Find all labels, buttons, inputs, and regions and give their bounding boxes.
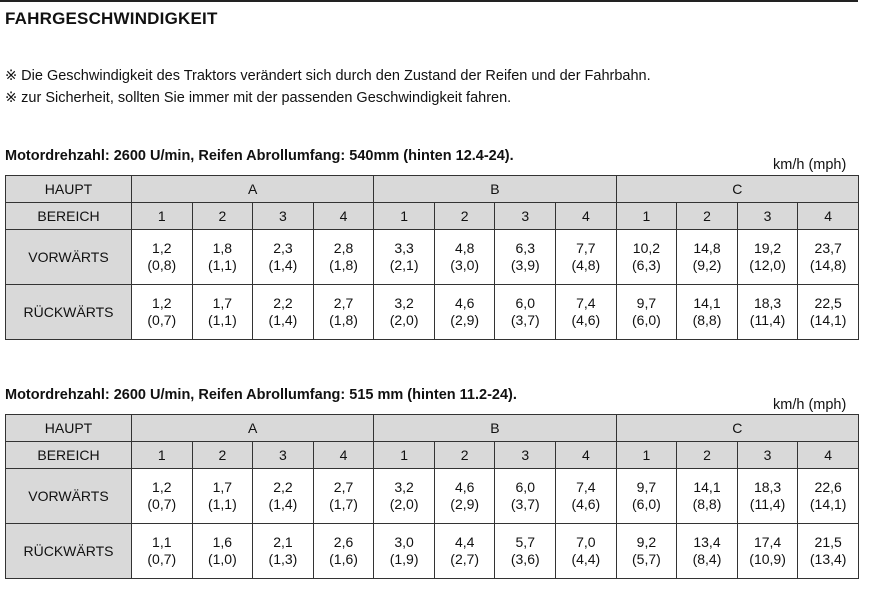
speed-kmh: 18,3 [753, 479, 782, 495]
speed-cell [434, 230, 495, 285]
speed-cell [253, 285, 314, 340]
speed-kmh: 2,2 [273, 479, 293, 495]
speed-cell [677, 230, 738, 285]
speed-kmh: 1,2 [152, 295, 172, 311]
speed-mph: (1,1) [207, 496, 237, 512]
speed-cell [616, 230, 677, 285]
group-header: C [616, 415, 858, 442]
page-title: FAHRGESCHWINDIGKEIT [5, 9, 218, 28]
speed-kmh: 22,6 [814, 479, 842, 495]
speed-mph: (1,6) [329, 551, 358, 567]
speed-cell [132, 285, 193, 340]
speed-mph: (3,0) [450, 257, 480, 273]
speed-cell [313, 230, 374, 285]
speed-kmh: 10,2 [632, 240, 661, 256]
bereich-label: BEREICH [6, 203, 132, 230]
speed-kmh: 1,2 [152, 240, 172, 256]
gear-header: 4 [313, 203, 374, 230]
speed-kmh: 22,5 [814, 295, 842, 311]
gear-header: 4 [798, 442, 859, 469]
speed-mph: (0,7) [147, 551, 177, 567]
speed-cell [132, 230, 193, 285]
speed-cell [556, 230, 617, 285]
speed-kmh: 1,8 [212, 240, 233, 256]
speed-mph: (0,7) [147, 496, 177, 512]
speed-mph: (0,7) [147, 312, 177, 328]
speed-mph: (2,7) [450, 551, 480, 567]
gear-header: 3 [737, 442, 798, 469]
speed-kmh: 6,3 [515, 240, 535, 256]
speed-cell [192, 230, 253, 285]
speed-cell [495, 524, 556, 579]
speed-kmh: 7,0 [576, 534, 596, 550]
speed-mph: (8,8) [692, 496, 722, 512]
speed-kmh: 23,7 [814, 240, 842, 256]
gear-header: 1 [616, 203, 677, 230]
gear-header: 1 [374, 442, 435, 469]
speed-mph: (4,6) [571, 312, 601, 328]
speed-kmh: 21,5 [814, 534, 842, 550]
speed-kmh: 2,6 [333, 534, 354, 550]
gear-header: 4 [313, 442, 374, 469]
speed-cell [192, 524, 253, 579]
speed-row [6, 285, 859, 340]
speed-cell [677, 285, 738, 340]
speed-kmh: 14,8 [693, 240, 721, 256]
speed-mph: (6,3) [632, 257, 661, 273]
speed-cell [132, 524, 193, 579]
direction-label: RÜCKWÄRTS [6, 524, 132, 579]
speed-cell [556, 285, 617, 340]
speed-cell [495, 285, 556, 340]
speed-kmh: 4,6 [454, 295, 475, 311]
speed-kmh: 9,2 [636, 534, 657, 550]
speed-mph: (4,4) [571, 551, 601, 567]
speed-mph: (6,0) [632, 312, 661, 328]
gear-header: 4 [556, 203, 617, 230]
speed-cell [616, 524, 677, 579]
speed-cell [495, 469, 556, 524]
speed-cell [253, 469, 314, 524]
speed-cell [253, 524, 314, 579]
speed-kmh: 4,4 [454, 534, 475, 550]
speed-mph: (3,7) [510, 312, 540, 328]
speed-cell [192, 285, 253, 340]
speed-mph: (1,1) [207, 312, 237, 328]
speed-kmh: 2,3 [273, 240, 293, 256]
haupt-row [6, 415, 859, 442]
gear-header: 1 [132, 203, 193, 230]
speed-mph: (1,4) [268, 312, 298, 328]
haupt-label: HAUPT [6, 176, 132, 203]
speed-mph: (14,1) [809, 312, 847, 328]
speed-kmh: 4,8 [454, 240, 475, 256]
speed-kmh: 9,7 [636, 479, 657, 495]
speed-mph: (4,6) [571, 496, 601, 512]
speed-row [6, 524, 859, 579]
speed-mph: (1,8) [329, 257, 358, 273]
speed-cell [737, 230, 798, 285]
bereich-row [6, 442, 859, 469]
gear-header: 3 [253, 442, 314, 469]
speed-cell [374, 524, 435, 579]
note-tire-condition: ※ Die Geschwindigkeit des Traktors verändert sich durch den Zustand der Reifen und der Fahrbahn. [5, 68, 651, 84]
speed-kmh: 1,2 [152, 479, 172, 495]
haupt-row [6, 176, 859, 203]
speed-cell [313, 285, 374, 340]
speed-kmh: 7,7 [576, 240, 596, 256]
speed-mph: (2,0) [389, 312, 419, 328]
gear-header: 2 [192, 203, 253, 230]
speed-kmh: 4,6 [454, 479, 475, 495]
speed-mph: (9,2) [692, 257, 722, 273]
speed-kmh: 1,7 [212, 479, 233, 495]
speed-cell [434, 469, 495, 524]
speed-cell [313, 469, 374, 524]
speed-kmh: 5,7 [515, 534, 535, 550]
speed-mph: (13,4) [809, 551, 847, 567]
speed-kmh: 2,1 [273, 534, 293, 550]
speed-mph: (1,8) [329, 312, 358, 328]
speed-kmh: 3,2 [394, 295, 414, 311]
speed-cell [616, 469, 677, 524]
speed-mph: (3,9) [510, 257, 540, 273]
speed-cell [556, 469, 617, 524]
speed-kmh: 3,2 [394, 479, 414, 495]
gear-header: 2 [677, 203, 738, 230]
speed-cell [253, 230, 314, 285]
gear-header: 3 [495, 203, 556, 230]
gear-header: 2 [434, 203, 495, 230]
speed-mph: (3,7) [510, 496, 540, 512]
speed-mph: (10,9) [749, 551, 786, 567]
speed-kmh: 2,8 [333, 240, 354, 256]
speed-cell [798, 524, 859, 579]
group-header: B [374, 176, 616, 203]
gear-header: 2 [192, 442, 253, 469]
speed-kmh: 1,1 [152, 534, 172, 550]
speed-mph: (12,0) [749, 257, 786, 273]
direction-label: VORWÄRTS [6, 469, 132, 524]
speed-cell [737, 285, 798, 340]
speed-kmh: 6,0 [515, 295, 535, 311]
speed-kmh: 2,2 [273, 295, 293, 311]
speed-mph: (2,9) [450, 312, 480, 328]
speed-mph: (1,4) [268, 257, 298, 273]
speed-mph: (8,4) [692, 551, 722, 567]
speed-mph: (11,4) [749, 312, 786, 328]
gear-header: 4 [798, 203, 859, 230]
speed-cell [677, 469, 738, 524]
speed-kmh: 1,6 [212, 534, 233, 550]
bereich-label: BEREICH [6, 442, 132, 469]
speed-kmh: 14,1 [693, 295, 721, 311]
speed-kmh: 1,7 [212, 295, 233, 311]
table-2-heading: Motordrehzahl: 2600 U/min, Reifen Abrollumfang: 515 mm (hinten 11.2-24). [5, 387, 517, 403]
table-1-unit-label: km/h (mph) [773, 157, 847, 173]
speed-cell [313, 524, 374, 579]
speed-table-515mm [5, 414, 859, 579]
speed-cell [677, 524, 738, 579]
speed-cell [434, 524, 495, 579]
speed-kmh: 6,0 [515, 479, 535, 495]
speed-cell [737, 524, 798, 579]
speed-mph: (5,7) [632, 551, 661, 567]
speed-mph: (1,0) [207, 551, 237, 567]
speed-cell [798, 285, 859, 340]
speed-mph: (6,0) [632, 496, 661, 512]
speed-mph: (4,8) [571, 257, 601, 273]
speed-mph: (1,9) [389, 551, 419, 567]
speed-kmh: 2,7 [333, 479, 354, 495]
speed-mph: (14,8) [809, 257, 847, 273]
top-rule [0, 0, 858, 2]
gear-header: 3 [253, 203, 314, 230]
speed-row [6, 469, 859, 524]
note-safety: ※ zur Sicherheit, sollten Sie immer mit der passenden Geschwindigkeit fahren. [5, 90, 512, 106]
speed-kmh: 2,7 [333, 295, 354, 311]
speed-mph: (1,7) [329, 496, 358, 512]
speed-kmh: 3,0 [394, 534, 414, 550]
group-header: B [374, 415, 616, 442]
speed-cell [434, 285, 495, 340]
speed-mph: (0,8) [147, 257, 177, 273]
speed-mph: (2,1) [389, 257, 419, 273]
speed-kmh: 17,4 [753, 534, 782, 550]
gear-header: 1 [132, 442, 193, 469]
gear-header: 3 [495, 442, 556, 469]
gear-header: 1 [616, 442, 677, 469]
gear-header: 1 [374, 203, 435, 230]
speed-kmh: 9,7 [636, 295, 657, 311]
gear-header: 2 [434, 442, 495, 469]
speed-kmh: 13,4 [693, 534, 721, 550]
table-1-heading: Motordrehzahl: 2600 U/min, Reifen Abrollumfang: 540mm (hinten 12.4-24). [5, 148, 514, 164]
gear-header: 2 [677, 442, 738, 469]
speed-mph: (11,4) [749, 496, 786, 512]
speed-mph: (2,9) [450, 496, 480, 512]
speed-kmh: 14,1 [693, 479, 721, 495]
speed-kmh: 3,3 [394, 240, 414, 256]
speed-cell [798, 230, 859, 285]
speed-kmh: 7,4 [576, 295, 596, 311]
speed-mph: (1,1) [207, 257, 237, 273]
speed-cell [374, 285, 435, 340]
speed-cell [374, 469, 435, 524]
speed-cell [495, 230, 556, 285]
speed-mph: (8,8) [692, 312, 722, 328]
speed-mph: (3,6) [510, 551, 540, 567]
bereich-row [6, 203, 859, 230]
speed-table-540mm [5, 175, 859, 340]
speed-kmh: 19,2 [753, 240, 782, 256]
speed-cell [616, 285, 677, 340]
table-2-unit-label: km/h (mph) [773, 397, 847, 413]
speed-cell [798, 469, 859, 524]
speed-mph: (1,3) [268, 551, 298, 567]
group-header: A [132, 176, 374, 203]
speed-cell [556, 524, 617, 579]
gear-header: 3 [737, 203, 798, 230]
group-header: C [616, 176, 858, 203]
speed-kmh: 7,4 [576, 479, 596, 495]
speed-kmh: 18,3 [753, 295, 782, 311]
speed-cell [374, 230, 435, 285]
speed-row [6, 230, 859, 285]
speed-cell [192, 469, 253, 524]
speed-cell [132, 469, 193, 524]
speed-mph: (14,1) [809, 496, 847, 512]
group-header: A [132, 415, 374, 442]
speed-mph: (2,0) [389, 496, 419, 512]
speed-mph: (1,4) [268, 496, 298, 512]
direction-label: VORWÄRTS [6, 230, 132, 285]
haupt-label: HAUPT [6, 415, 132, 442]
direction-label: RÜCKWÄRTS [6, 285, 132, 340]
speed-cell [737, 469, 798, 524]
gear-header: 4 [556, 442, 617, 469]
